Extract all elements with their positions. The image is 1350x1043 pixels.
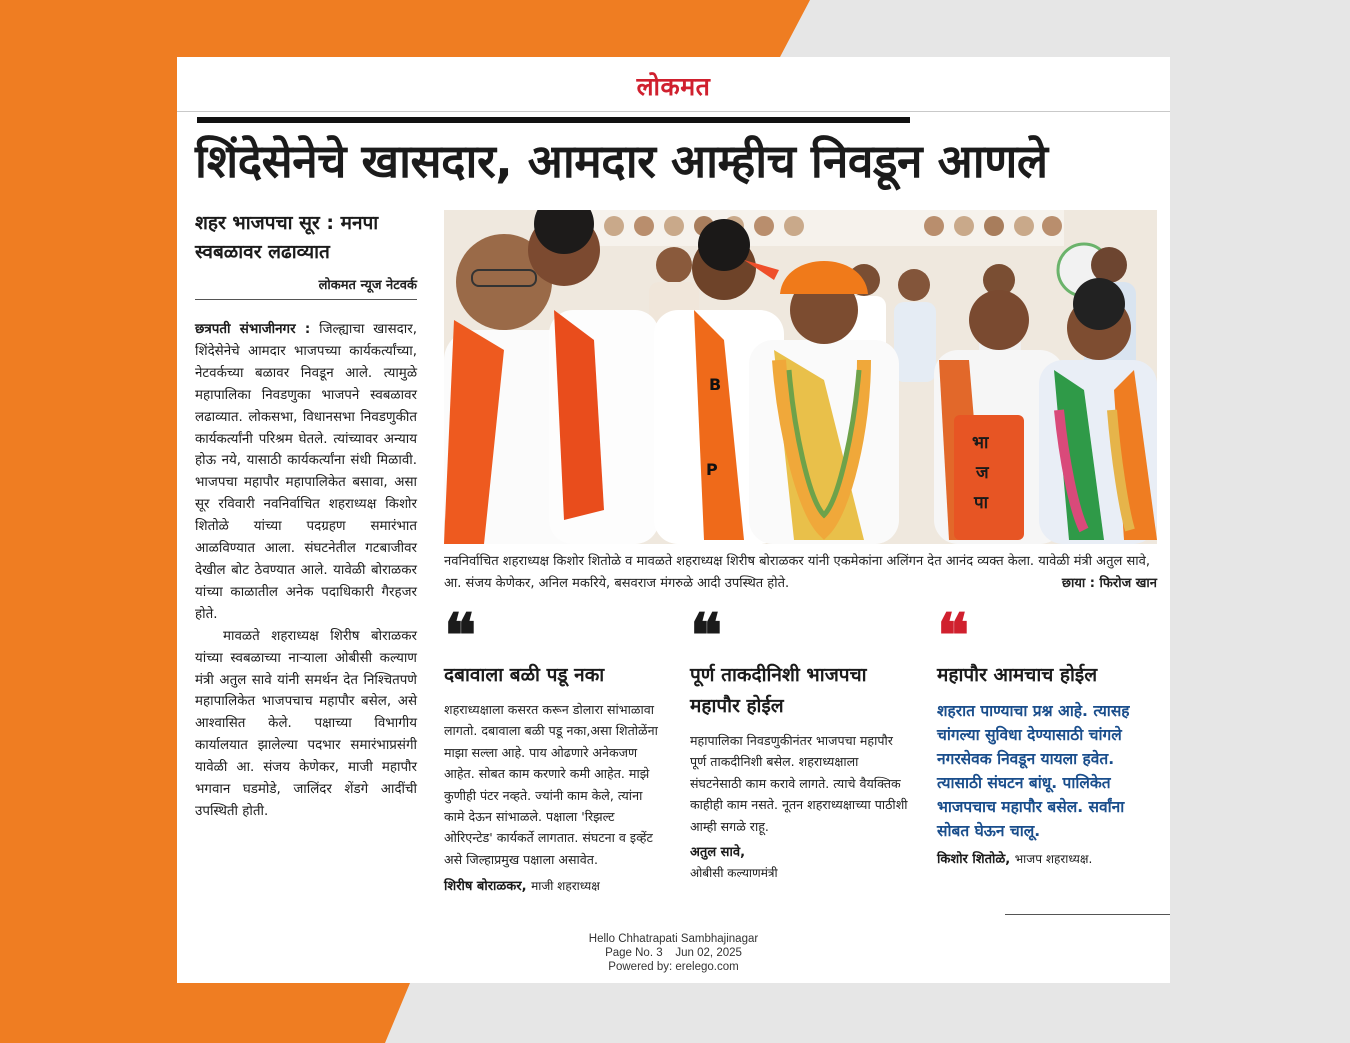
article-body (195, 319, 417, 823)
footer-powered-by: Powered by: erelego.com (608, 961, 739, 973)
board-letter: भा (972, 433, 989, 453)
quote-body: महापालिका निवडणुकीनंतर भाजपचा महापौर पूर्ण ताकदीनिशी बसेल. शहराध्यक्षाला संघटनेसाठी काम करावे लागते. त्याचे वैयक्तिक काहीही काम नसते. नूतन शहराध्यक्षाच्या पाठीशी आम्ही सगळे राहू. (690, 733, 908, 834)
paragraph-text: जिल्ह्याचा खासदार, शिंदेसेनेचे आमदार भाजपच्या कार्यकर्त्यांच्या, नेटवर्कच्या बळावर निवडून आले. त्यामुळे महापालिका निवडणुका भाजपने स्वबळावर लढाव्यात. लोकसभा, विधानसभा निवडणुकीत कार्यकर्त्यांनी परिश्रम घेतले. त्यांच्यावर अन्याय होऊ नये, यासाठी कार्यकर्त्यांना संधी मिळावी. भाजपचा महापौर महापालिकेत बसावा, असा सूर रविवारी नवनिर्वाचित शहराध्यक्ष किशोर शितोळे यांच्या पदग्रहण समारंभात आळविण्यात आला. संघटनेतील गटबाजीवर देखील बोट ठेवण्यात आले. यावेळी बोराळकर यांच्या काळातील अनेक पदाधिकारी गैरहजर होते. (195, 322, 417, 622)
headline-rule (197, 117, 910, 123)
byline: लोकमत न्यूज नेटवर्क (195, 275, 417, 300)
quote-author-role: माजी शहराध्यक्ष (531, 879, 600, 894)
quote-attribution (444, 876, 659, 897)
quote-attribution (690, 843, 908, 883)
quote-box-shitole (937, 601, 1157, 870)
quote-author: किशोर शितोळे, (937, 852, 1011, 867)
headline: शिंदेसेनेचे खासदार, आमदार आम्हीच निवडून आणले (195, 134, 1048, 188)
quote-author-role: ओबीसी कल्याणमंत्री (690, 866, 778, 881)
article-paragraph (195, 319, 417, 626)
scarf-letter: B (709, 375, 722, 394)
dateline-place: छत्रपती संभाजीनगर : (195, 322, 311, 337)
masthead (177, 57, 1170, 112)
quote-author: अतुल सावे, (690, 845, 746, 861)
newspaper-page (177, 57, 1170, 983)
scarf-letter: P (706, 460, 718, 479)
article-paragraph: मावळते शहराध्यक्ष शिरीष बोराळकर यांच्या स्वबळाच्या नाऱ्याला ओबीसी कल्याण मंत्री अतुल सावे यांनी समर्थन देत निश्चितपणे महापालिकेत भाजपचाच महापौर बसेल, असे आश्वासित केले. पक्षाच्या विभागीय कार्यालयात झालेल्या पदभार समारंभाप्रसंगी यावेळी आ. संजय केणेकर, माजी महापौर भगवान घडमोडे, जालिंदर शेंडगे आदींची उपस्थिती होती. (195, 628, 417, 819)
footer-page-date: Page No. 3 Jun 02, 2025 (605, 947, 742, 959)
quote-mark-icon: ❝ (444, 601, 477, 671)
quote-attribution (937, 849, 1157, 870)
quote-mark-icon: ❝ (690, 601, 723, 671)
news-photo (444, 210, 1157, 544)
quote-box-boralkar (444, 601, 659, 897)
quote-heading: पूर्ण ताकदीनिशी भाजपचा महापौर होईल (690, 664, 867, 717)
quote-author-role: भाजप शहराध्यक्ष. (1014, 852, 1093, 866)
article-end-rule (1005, 914, 1170, 915)
page-footer (177, 932, 1170, 974)
photo-illustration (444, 210, 1157, 544)
quote-heading: महापौर आमचाच होईल (937, 664, 1098, 686)
photo-caption (444, 551, 1157, 595)
quote-box-save (690, 601, 908, 883)
footer-edition: Hello Chhatrapati Sambhajinagar (588, 933, 759, 945)
caption-text: नवनिर्वाचित शहराध्यक्ष किशोर शितोळे व मावळते शहराध्यक्ष शिरीष बोराळकर यांनी एकमेकांना अलिंगन देत आनंद व्यक्त केला. यावेळी मंत्री अतुल सावे, आ. संजय केणेकर, अनिल मकरिये, बसवराज मंगरुळे आदी उपस्थित होते. (444, 554, 1150, 591)
quote-heading: दबावाला बळी पडू नका (444, 664, 605, 686)
board-letter: पा (974, 493, 989, 513)
newspaper-logo: लोकमत (636, 72, 711, 101)
subheadline: शहर भाजपचा सूर : मनपा स्वबळावर लढाव्यात (195, 212, 379, 263)
quote-mark-icon: ❝ (937, 601, 970, 671)
board-letter: ज (976, 463, 989, 483)
quote-body: शहराध्यक्षाला कसरत करून डोलारा सांभाळावा लागतो. दबावाला बळी पडू नका,असा शितोळेंना माझा सल्ला आहे. पाय ओढणारे अनेकजण आहेत. सोबत काम करणारे कमी आहेत. माझे कुणीही पंटर नव्हते. ज्यांनी काम केले, त्यांना कामे देऊन सांभाळले. पक्षाला 'रिझल्ट ओरिएन्टेड' कार्यकर्ते लागतात. संघटना व इव्हेंट असे जिल्हाप्रमुख पक्षाला असावेत. (444, 702, 658, 867)
quote-body: शहरात पाण्याचा प्रश्न आहे. त्यासह चांगल्या सुविधा देण्यासाठी चांगले नगरसेवक निवडून यायला हवेत. त्यासाठी संघटन बांधू. पालिकेत भाजपचाच महापौर बसेल. सर्वांना सोबत घेऊन चालू. (937, 702, 1130, 840)
quote-author: शिरीष बोराळकर, (444, 879, 527, 895)
photo-credit: छाया : फिरोज खान (1061, 576, 1157, 591)
